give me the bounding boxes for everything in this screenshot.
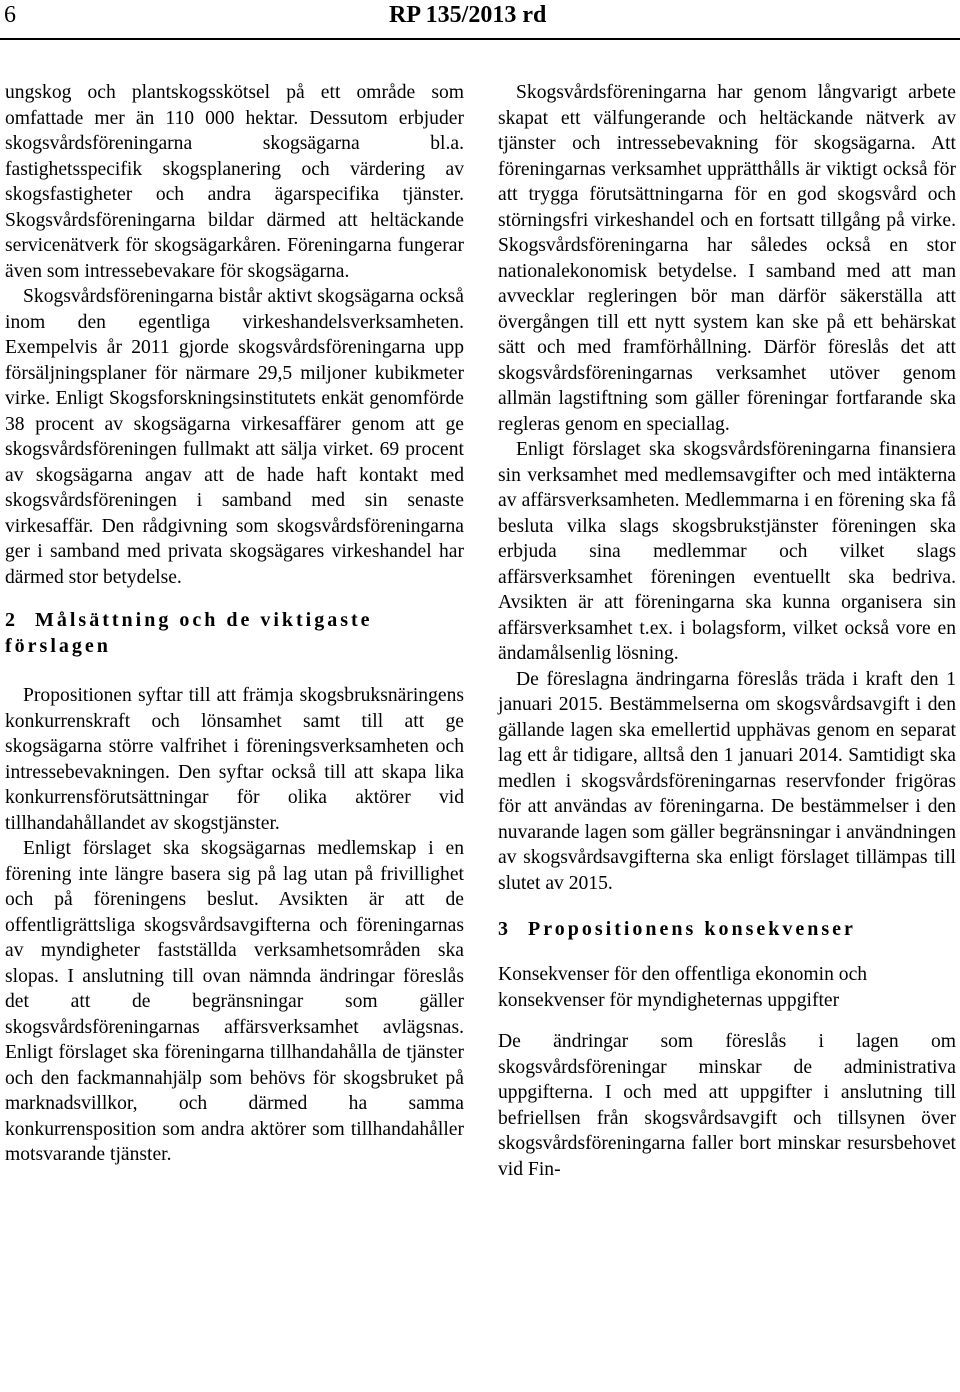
paragraph: Propositionen syftar till att främja skogsbruksnäringens konkurrenskraft och lönsamhet samt till att ge skogsägarna större valfrihet i föreningsverksamheten och intressebevakningen. Den syftar också till att skapa lika konkurrensförutsättningar för olika aktörer vid tillhandahållandet av skogstjänster.	[5, 685, 464, 834]
section-title: Målsättning och de viktigaste förslagen	[5, 609, 373, 657]
paragraph: De ändringar som föreslås i lagen om skogsvårdsföreningar minskar de administrativa uppgifterna. I och med att uppgifter i anslutning till befriellsen från skogsvårdsavgift och tillsynen över skogsvårdsföreningarna faller bort minskar resursbehovet vid Fin-	[498, 1031, 956, 1180]
left-column	[5, 80, 464, 1168]
section-number: 3	[498, 918, 508, 940]
document-id: RP 135/2013 rd	[389, 2, 547, 28]
section-title: Propositionens konsekvenser	[528, 918, 856, 940]
section-heading	[498, 916, 956, 942]
section-heading	[5, 607, 464, 659]
page-header	[0, 2, 960, 36]
section-number: 2	[5, 609, 15, 631]
right-column	[498, 80, 956, 1182]
page-number: 6	[4, 2, 16, 28]
paragraph: Skogsvårdsföreningarna har genom långvarigt arbete skapat ett välfungerande och heltäckande nätverk av tjänster och intressebevakning för skogsägarna. Att föreningarnas verksamhet upprätthålls är viktigt också för att trygga förutsättningarna för en god skogsvård och störningsfri virkeshandel och en fortsatt tillgång på virke. Skogsvårdsföreningarna har således också en stor nationalekonomisk betydelse. I samband med att man avvecklar regleringen bör man därför säkerställa att övergången till ett nytt system kan ske på ett behärskat sätt och med framförhållning. Därför föreslås det att skogsvårdsföreningarnas verksamhet utöver genom allmän lagstiftning som gäller föreningar fortfarande ska regleras genom en speciallag.	[498, 82, 956, 435]
header-rule	[0, 38, 960, 40]
subheading: Konsekvenser för den offentliga ekonomin och konsekvenser för myndigheternas uppgifter	[498, 964, 868, 1011]
paragraph: ungskog och plantskogsskötsel på ett område som omfattade mer än 110 000 hektar. Dessutom erbjuder skogsvårdsföreningarna skogsägarna bl.a. fastighetsspecifik skogsplanering och värdering av skogsfastigheter och andra ägarspecifika tjänster. Skogsvårdsföreningarna bildar därmed att heltäckande servicenätverk för skogsägarkåren. Föreningarna fungerar även som intressebevakare för skogsägarna.	[5, 82, 464, 282]
paragraph: Enligt förslaget ska skogsägarnas medlemskap i en förening inte längre basera sig på lag utan på frivillighet och på föreningens beslut. Avsikten är att de offentligrättsliga skogsvårdsavgifterna och föreningarnas av myndigheter fastställda verksamhetsområden ska slopas. I anslutning till ovan nämnda ändringar föreslås det att de begränsningar som gäller skogsvårdsföreningarnas affärsverksamhet avlägsnas. Enligt förslaget ska föreningarna tillhandahålla de tjänster och den fackmannahjälp som behövs för skogsbruket på marknadsvillkor, och därmed ha samma konkurrensposition som andra aktörer som tillhandahåller motsvarande tjänster.	[5, 838, 464, 1165]
paragraph: Skogsvårdsföreningarna bistår aktivt skogsägarna också inom den egentliga virkeshandelsverksamheten. Exempelvis år 2011 gjorde skogsvårdsföreningarna upp försäljningsplaner för närmare 29,5 miljoner kubikmeter virke. Enligt Skogsforskningsinstitutets enkät genomförde 38 procent av skogsägarna virkesaffärer genom att ge skogsvårdsföreningen fullmakt att sälja virket. 69 procent av skogsägarna angav att de hade haft kontakt med skogsvårdsföreningen i samband med sin senaste virkesaffär. Den rådgivning som skogsvårdsföreningarna ger i samband med privata skogsägares virkeshandel har därmed stor betydelse.	[5, 286, 464, 588]
paragraph: Enligt förslaget ska skogsvårdsföreningarna finansiera sin verksamhet med medlemsavgifter och med intäkterna av affärsverksamheten. Medlemmarna i en förening ska få besluta vilka slags skogsbrukstjänster föreningen ska erbjuda sina medlemmar och vilket slags affärsverksamhet föreningen eventuellt ska bedriva. Avsikten är att föreningarna ska kunna organisera sin affärsverksamhet t.ex. i bolagsform, vilket också vore en ändamålsenlig lösning.	[498, 439, 956, 664]
paragraph: De föreslagna ändringarna föreslås träda i kraft den 1 januari 2015. Bestämmelserna om skogsvårdsavgift i den gällande lagen ska emellertid upphävas genom en separat lag ett år tidigare, alltså den 1 januari 2014. Samtidigt ska medlen i skogsvårdsföreningarnas reservfonder frigöras för att användas av föreningarna. De bestämmelser i den nuvarande lagen som gäller begränsningar i användningen av skogsvårdsavgifterna ska enligt förslaget tillämpas till slutet av 2015.	[498, 668, 956, 894]
